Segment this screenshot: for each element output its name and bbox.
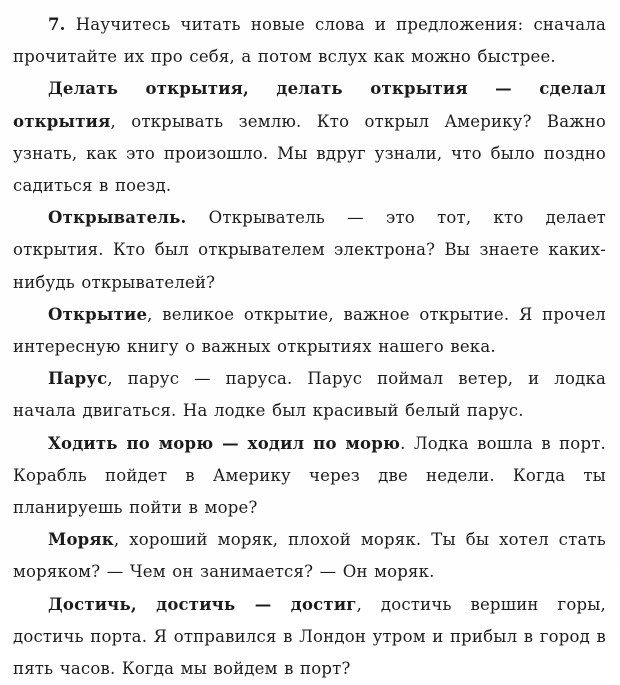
exercise-paragraph bbox=[13, 428, 606, 525]
paragraph-lead-term: Ходить по морю — ходил по морю bbox=[48, 433, 401, 453]
exercise-paragraph bbox=[13, 299, 606, 363]
paragraph-lead-term: Открытие bbox=[48, 304, 148, 324]
paragraph-body-text: , достичь вершин горы, достичь порта. Я отправился в Лондон утром и прибыл в город в пять часов. Когда мы войдем в порт? bbox=[13, 594, 606, 679]
paragraph-body-text: Открыватель — это тот, кто делает открытия. Кто был открывателем электрона? Вы знаете каких-нибудь открывателей? bbox=[13, 208, 606, 292]
exercise-paragraph bbox=[13, 524, 606, 588]
exercise-paragraph bbox=[13, 363, 606, 427]
paragraph-lead-term: Открыватель. bbox=[48, 208, 187, 228]
paragraph-body-text: , парус — паруса. Парус поймал ветер, и лодка начала двигаться. На лодке был красивый белый парус. bbox=[13, 369, 606, 421]
paragraph-lead-term: Парус bbox=[48, 369, 108, 389]
paragraph-body-text: , хороший моряк, плохой моряк. Ты бы хотел стать моряком? — Чем он занимается? — Он моряк. bbox=[13, 530, 606, 582]
paragraph-body-text: , открывать землю. Кто открыл Америку? Важно узнать, как это произошло. Мы вдруг узнали, что было поздно садиться в поезд. bbox=[13, 111, 606, 196]
exercise-paragraph bbox=[13, 9, 606, 73]
paragraph-body-text: . Лодка вошла в порт. Корабль пойдет в Америку через две недели. Когда ты планируешь пойти в море? bbox=[13, 433, 606, 518]
paragraph-body-text: , великое открытие, важное открытие. Я прочел интересную книгу о важных открытиях нашего века. bbox=[13, 304, 606, 357]
paragraph-lead-term: Делать открытия, делать открытия — сделал открытия bbox=[13, 79, 606, 131]
paragraph-lead-term: 7. bbox=[48, 15, 66, 34]
exercise-paragraph bbox=[13, 73, 606, 202]
paragraph-body-text: Научитесь читать новые слова и предложения: сначала прочитайте их про себя, а потом вслух как можно быстрее. bbox=[13, 15, 606, 67]
paragraph-lead-term: Достичь, достичь — достиг bbox=[48, 594, 357, 614]
exercise-paragraph bbox=[13, 202, 606, 299]
exercise-paragraph bbox=[13, 589, 606, 685]
paragraph-lead-term: Моряк bbox=[48, 530, 114, 550]
